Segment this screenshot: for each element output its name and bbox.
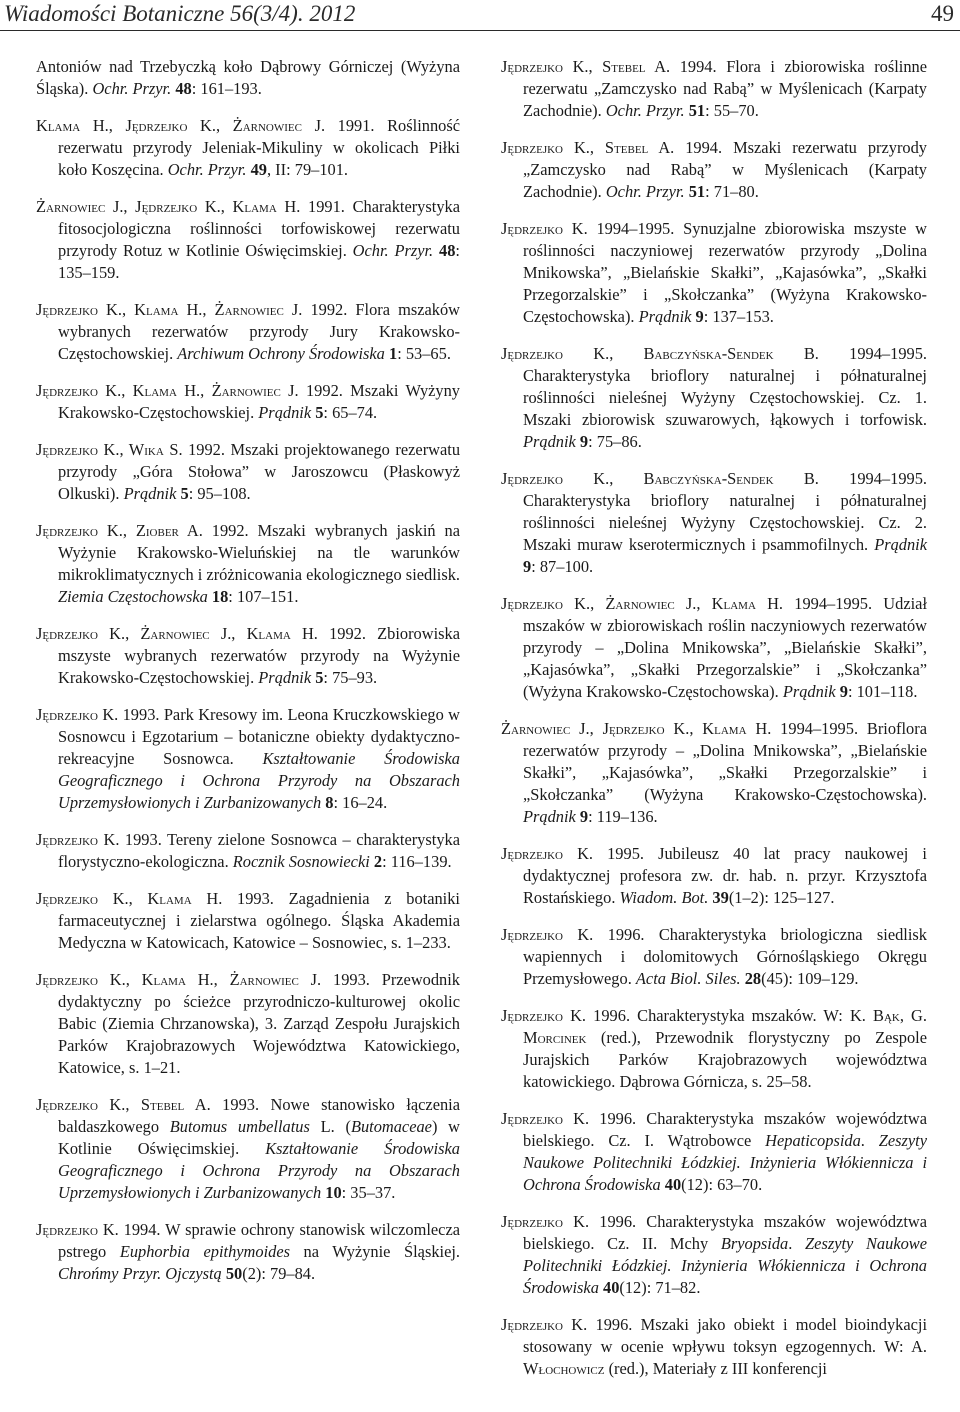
reference-entry: Jędrzejko K. 1996. Charakterystyka mszaków. W: K. Bąk, G. Morcinek (red.), Przewodnik florystyczny po Zespole Jurajskich Parków Krajobrazowych województwa katowickiego. Dąbrowa Górnicza, s. 25–58.: [501, 1006, 927, 1091]
reference-entry: Jędrzejko K., Żarnowiec J., Klama H. 1992. Zbiorowiska mszyste wybranych rezerwatów przyrody na Wyżynie Krakowsko-Częstochowskiej. Prądnik 5: 75–93.: [36, 624, 460, 687]
reference-entry: Jędrzejko K., Babczyńska-Sendek B. 1994–1995. Charakterystyka brioflory naturalnej i półnaturalnej roślinności nieleśnej Wyżyny Częstochowskiej. Cz. 1. Mszaki zbiorowisk szuwarowych, łąkowych i torfowisk. Prądnik 9: 75–86.: [501, 344, 927, 451]
page-header: [0, 0, 960, 31]
reference-entry: Jędrzejko K., Stebel A. 1994. Mszaki rezerwatu przyrody „Zamczysko nad Rabą” w Myślenicach (Karpaty Zachodnie). Ochr. Przyr. 51: 71–80.: [501, 138, 928, 201]
reference-entry: Jędrzejko K. 1996. Charakterystyka briologiczna siedlisk wapiennych i dolomitowych Górnośląskiego Okręgu Przemysłowego. Acta Biol. Siles. 28(45): 109–129.: [501, 925, 927, 988]
reference-entry: Jędrzejko K. 1994–1995. Synuzjalne zbiorowiska mszyste w roślinności naczyniowej rezerwatów przyrody „Dolina Mnikowska”, „Bielańskie Skałki”, „Kajasówka”, „Skałki Przegorzalskie” i „Skołczanka” (Wyżyna Krakowsko-Częstochowska). Prądnik 9: 137–153.: [501, 219, 927, 326]
reference-entry: Jędrzejko K. 1996. Charakterystyka mszaków województwa bielskiego. Cz. I. Wątrobowce Hepaticopsida. Zeszyty Naukowe Politechniki Łódzkiej. Inżynieria Włókiennicza i Ochrona Środowiska 40(12): 63–70.: [501, 1109, 927, 1194]
page-number: 49: [931, 1, 954, 26]
reference-entry: Klama H., Jędrzejko K., Żarnowiec J. 1991. Roślinność rezerwatu przyrody Jeleniak-Mikuliny w okolicach Piłki koło Koszęcina. Ochr. Przyr. 49, II: 79–101.: [36, 116, 460, 179]
reference-entry: Jędrzejko K. 1993. Park Kresowy im. Leona Kruczkowskiego w Sosnowcu i Egzotarium – botaniczne obiekty dydaktyczno-rekreacyjne Sosnowca. Kształtowanie Środowiska Geograficznego i Ochrona Przyrody na Obszarach Uprzemysłowionych i Zurbanizowanych 8: 16–24.: [36, 705, 460, 812]
reference-entry: Jędrzejko K., Klama H. 1993. Zagadnienia z botaniki farmaceutycznej i zielarstwa ogólnego. Śląska Akademia Medyczna w Katowicach, Katowice – Sosnowiec, s. 1–233.: [36, 889, 460, 952]
reference-entry: Jędrzejko K., Stebel A. 1993. Nowe stanowisko łączenia baldaszkowego Butomus umbellatus L. (Butomaceae) w Kotlinie Oświęcimskiej. Kształtowanie Środowiska Geograficznego i Ochrona Przyrody na Obszarach Uprzemysłowionych i Zurbanizowanych 10: 35–37.: [36, 1095, 460, 1202]
reference-entry: Jędrzejko K., Klama H., Żarnowiec J. 1992. Flora mszaków wybranych rezerwatów przyrody Jury Krakowsko-Częstochowskiej. Archiwum Ochrony Środowiska 1: 53–65.: [36, 300, 460, 363]
reference-entry: Jędrzejko K., Wika S. 1992. Mszaki projektowanego rezerwatu przyrody „Góra Stołowa” w Jaroszowcu (Płaskowyż Olkuski). Prądnik 5: 95–108.: [36, 440, 461, 503]
reference-entry: Jędrzejko K., Klama H., Żarnowiec J. 1993. Przewodnik dydaktyczny po ścieżce przyrodniczo-kulturowej okolic Babic (Ziemia Chrzanowska), 3. Zarząd Zespołu Jurajskich Parków Krajobrazowych Województwa Katowickiego, Katowice, s. 1–21.: [36, 970, 460, 1077]
reference-entry: Jędrzejko K. 1996. Charakterystyka mszaków województwa bielskiego. Cz. II. Mchy Bryopsida. Zeszyty Naukowe Politechniki Łódzkiej. Inżynieria Włókiennicza i Ochrona Środowiska 40(12): 71–82.: [501, 1212, 928, 1297]
reference-entry: Jędrzejko K., Żarnowiec J., Klama H. 1994–1995. Udział mszaków w zbiorowiskach roślin naczyniowych rezerwatów przyrody – „Dolina Mnikowska”, „Bielańskie Skałki”, „Kajasówka”, „Skałki Przegorzalskie” i „Skołczanka” (Wyżyna Krakowsko-Częstochowska). Prądnik 9: 101–118.: [501, 594, 927, 701]
left-column: [36, 56, 460, 1300]
reference-entry: Jędrzejko K. 1995. Jubileusz 40 lat pracy naukowej i dydaktycznej profesora zw. dr. hab. n. przyr. Krzysztofa Rostańskiego. Wiadom. Bot. 39(1–2): 125–127.: [501, 844, 927, 907]
reference-entry: Jędrzejko K., Babczyńska-Sendek B. 1994–1995. Charakterystyka brioflory naturalnej i półnaturalnej roślinności nieleśnej Wyżyny Częstochowskiej. Cz. 2. Mszaki muraw kserotermicznych i psammofilnych. Prądnik 9: 87–100.: [501, 469, 927, 576]
right-column: [501, 56, 927, 1395]
reference-entry: Jędrzejko K. 1996. Mszaki jako obiekt i model bioindykacji stosowany w ocenie wpływu toksyn egzogennych. W: A. Włochowicz (red.), Materiały z III konferencji: [501, 1315, 927, 1378]
journal-title: Wiadomości Botaniczne 56(3/4). 2012: [4, 1, 356, 26]
reference-entry: Jędrzejko K. 1994. W sprawie ochrony stanowisk wilczomlecza pstrego Euphorbia epithymoides na Wyżynie Śląskiej. Chrońmy Przyr. Ojczystą 50(2): 79–84.: [36, 1220, 461, 1283]
reference-entry: Jędrzejko K., Ziober A. 1992. Mszaki wybranych jaskiń na Wyżynie Krakowsko-Wieluńskiej na tle warunków mikroklimatycznych i zróżnicowania ekologicznego siedlisk. Ziemia Częstochowska 18: 107–151.: [36, 521, 461, 606]
reference-entry: Jędrzejko K., Klama H., Żarnowiec J. 1992. Mszaki Wyżyny Krakowsko-Częstochowskiej. Prądnik 5: 65–74.: [36, 381, 460, 422]
reference-entry: Jędrzejko K., Stebel A. 1994. Flora i zbiorowiska roślinne rezerwatu „Zamczysko nad Rabą” w Myślenicach (Karpaty Zachodnie). Ochr. Przyr. 51: 55–70.: [501, 57, 928, 120]
reference-entry: Żarnowiec J., Jędrzejko K., Klama H. 1994–1995. Brioflora rezerwatów przyrody – „Dolina Mnikowska”, „Bielańskie Skałki”, „Kajasówka”, „Skałki Przegorzalskie” i „Skołczanka” (Wyżyna Krakowsko-Częstochowska). Prądnik 9: 119–136.: [501, 719, 927, 826]
reference-entry: Jędrzejko K. 1993. Tereny zielone Sosnowca – charakterystyka florystyczno-ekologiczna. Rocznik Sosnowiecki 2: 116–139.: [36, 830, 460, 871]
reference-entry: Antoniów nad Trzebyczką koło Dąbrowy Górniczej (Wyżyna Śląska). Ochr. Przyr. 48: 161–193.: [36, 57, 460, 98]
reference-entry: Żarnowiec J., Jędrzejko K., Klama H. 1991. Charakterystyka fitosocjologiczna roślinności torfowiskowej rezerwatu przyrody Rotuz w Kotlinie Oświęcimskiej. Ochr. Przyr. 48: 135–159.: [36, 197, 460, 282]
